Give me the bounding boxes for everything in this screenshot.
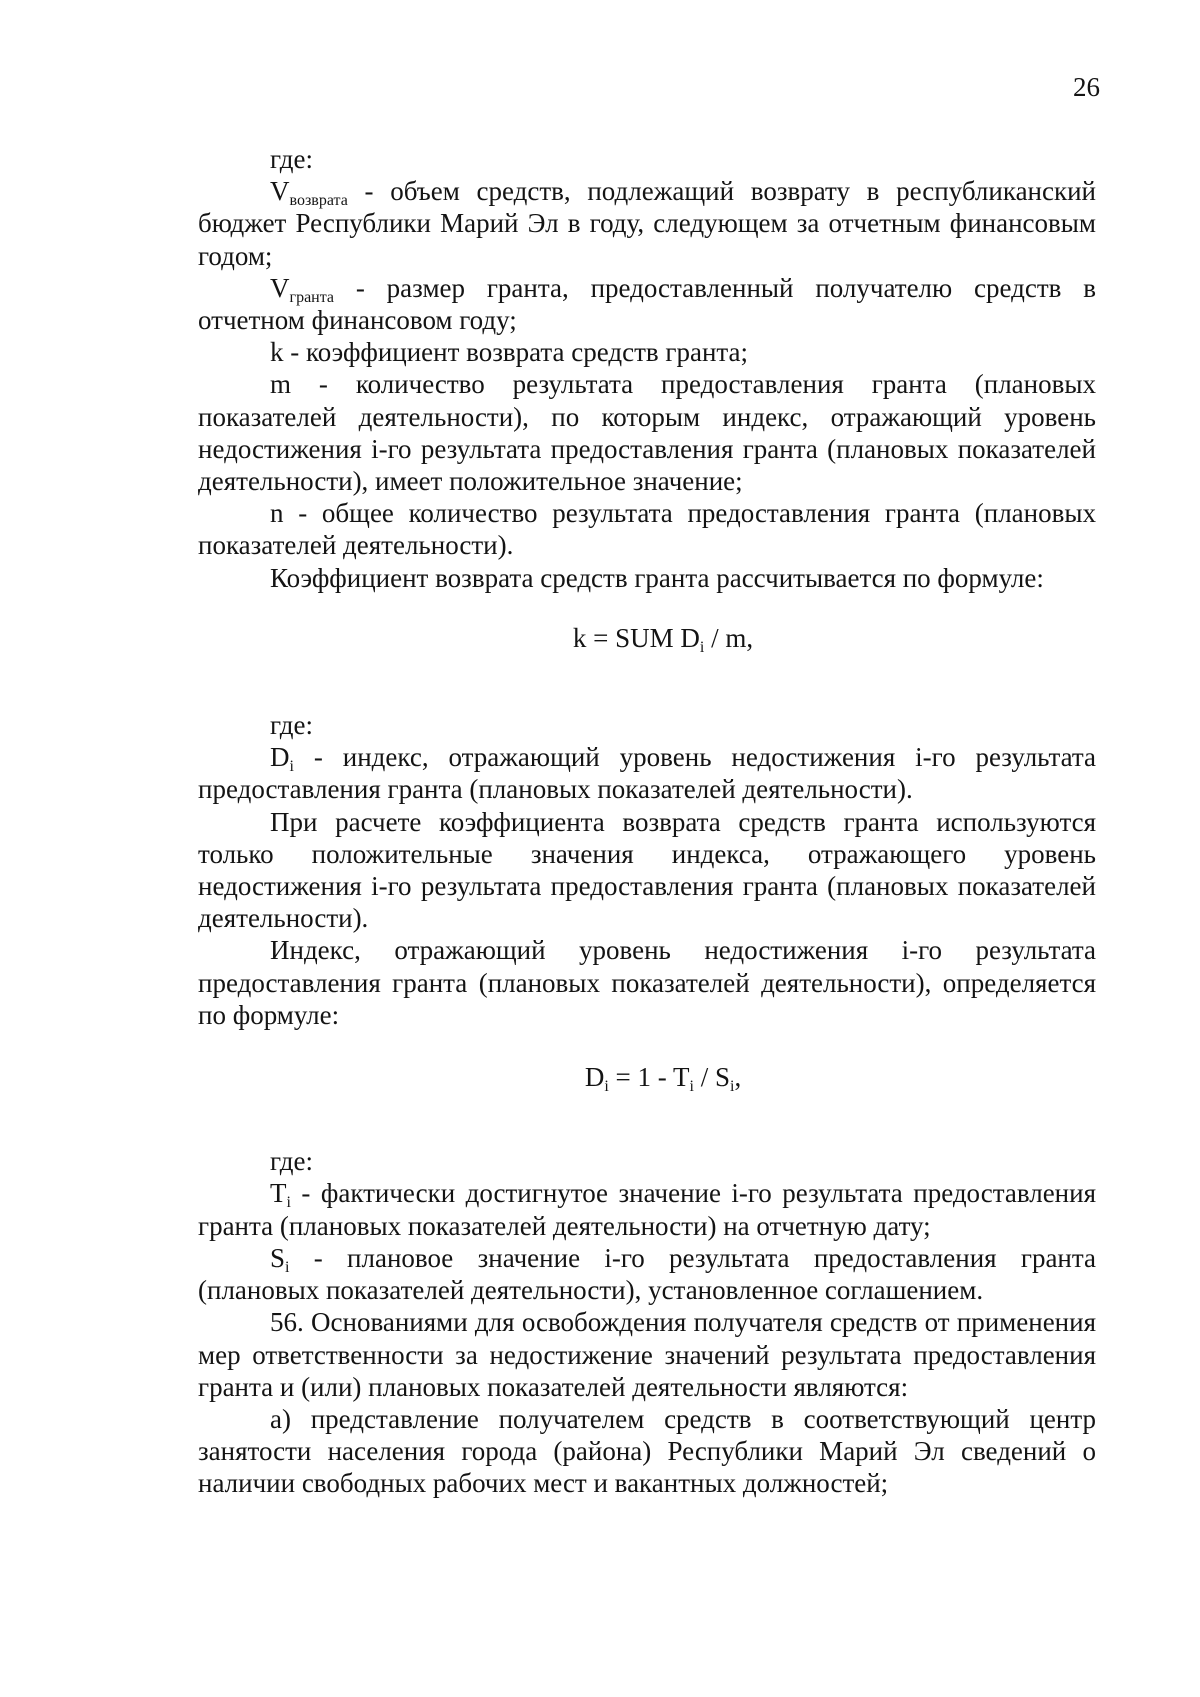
si-definition: $S_i$ - плановое значение i-го результата предоставления гранта (плановых показателей деятельности), установленное соглашением. — [198, 1242, 1096, 1306]
k-definition: k - коэффициент возврата средств гранта; — [270, 337, 749, 368]
document-body — [198, 143, 1096, 1500]
k-calculation-note: При расчете коэффициента возврата средств гранта используются только положительные значения индекса, отражающего уровень недостижения i-го результата предоставления гранта (плановых показателей деятельности). — [198, 806, 1096, 934]
where-label-3: где: — [270, 1146, 313, 1177]
m-definition: m - количество результата предоставления гранта (плановых показателей деятельности), по которым индекс, отражающий уровень недостижения i-го результата предоставления гранта (плановых показателей деятельности), имеет положительное значение; — [198, 369, 1096, 497]
ti-definition: $T_i$ - фактически достигнутое значение i-го результата предоставления гранта (плановых показателей деятельности) на отчетную дату; — [198, 1178, 1096, 1241]
where-label-1: где: — [270, 144, 313, 174]
item-a: а) представление получателем средств в соответствующий центр занятости населения города (района) Республики Марий Эл сведений о наличии свободных рабочих мест и вакантных должностей; — [198, 1403, 1096, 1499]
item-56: 56. Основаниями для освобождения получателя средств от применения мер ответственности за недостижение значений результата предоставления гранта и (или) плановых показателей деятельности являются: — [198, 1307, 1096, 1402]
where-label-2: где: — [270, 710, 313, 741]
formula-d: $D_i = 1 - T_i / S_i$, — [584, 1062, 742, 1095]
page-number: 26 — [1073, 72, 1100, 102]
formula-k: k = SUM $D_i$ / m, — [572, 622, 754, 656]
v-vozvrata-definition: $V_{возврата}$ - объем средств, подлежащий возврату в республиканский бюджет Республики Марий Эл в году, следующем за отчетным финансовым годом; — [198, 176, 1096, 271]
di-definition: $D_i$ - индекс, отражающий уровень недостижения i-го результата предоставления гранта (плановых показателей деятельности). — [198, 742, 1096, 805]
k-formula-intro: Коэффициент возврата средств гранта рассчитывается по формуле: — [270, 562, 1044, 593]
n-definition: n - общее количество результата предоставления гранта (плановых показателей деятельности). — [198, 498, 1096, 561]
v-granta-definition: $V_{гранта}$ - размер гранта, предоставленный получателю средств в отчетном финансовом году; — [198, 272, 1096, 336]
di-formula-intro: Индекс, отражающий уровень недостижения i-го результата предоставления гранта (плановых показателей деятельности), определяется по формуле: — [198, 935, 1096, 1030]
